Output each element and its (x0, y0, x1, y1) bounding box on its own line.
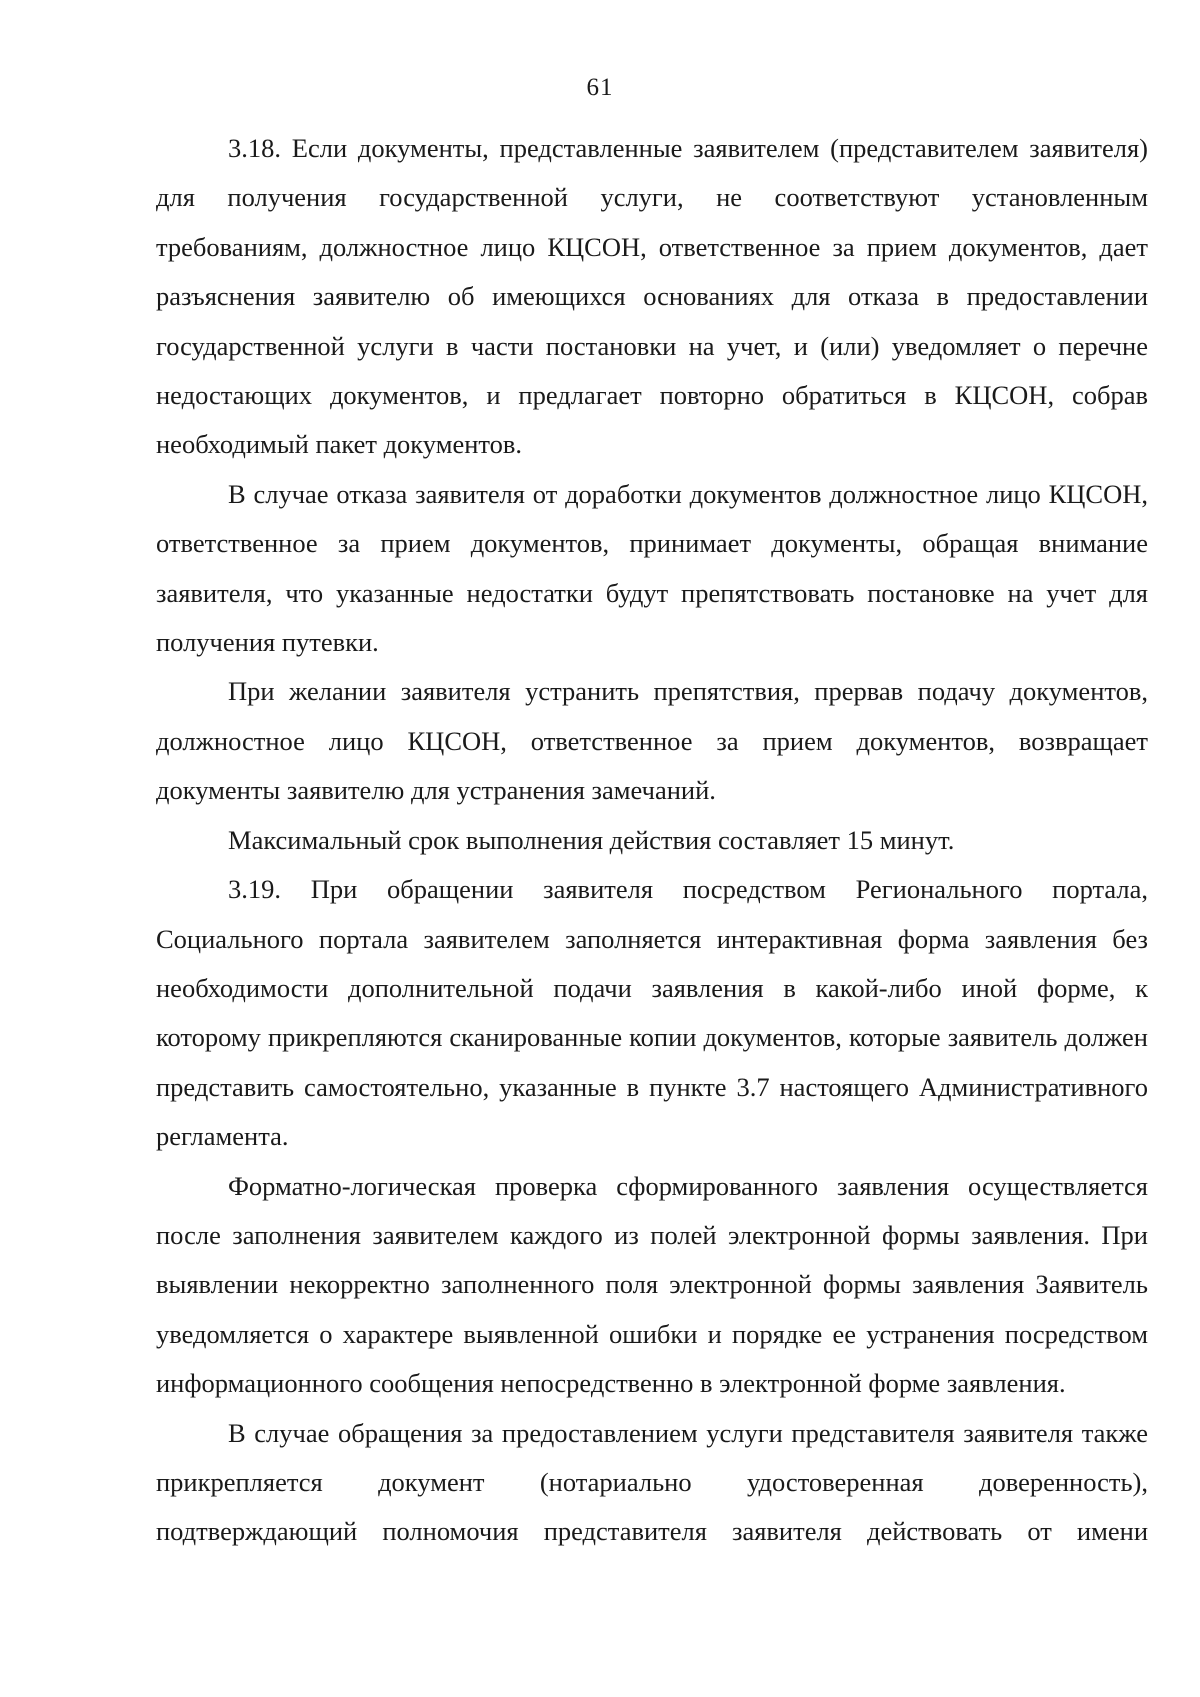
page-number: 61 (586, 74, 614, 101)
paragraph-max-time: Максимальный срок выполнения действия составляет 15 минут. (228, 824, 955, 855)
paragraph-format-check: Форматно-логическая проверка сформированного заявления осуществляется после заполнения заявителем каждого из полей электронной формы заявления. При выявлении некорректно заполненного поля электронной формы заявления Заявитель уведомляется о характере выявленной ошибки и порядке ее устранения посредством информационного сообщения непосредственно в электронной форме заявления. (156, 1170, 1148, 1399)
paragraph-3-18: 3.18. Если документы, представленные заявителем (представителем заявителя) для получения государственной услуги, не соответствуют установленным требованиям, должностное лицо КЦСОН, ответственное за прием документов, дает разъяснения заявителю об имеющихся основаниях для отказа в предоставлении государственной услуги в части постановки на учет, и (или) уведомляет о перечне недостающих документов, и предлагает повторно обратиться в КЦСОН, собрав необходимый пакет документов. (156, 133, 1148, 460)
paragraph-return-documents: При желании заявителя устранить препятствия, прервав подачу документов, должностное лицо КЦСОН, ответственное за прием документов, возвращает документы заявителю для устранения замечаний. (156, 676, 1148, 806)
paragraph-3-19: 3.19. При обращении заявителя посредством Регионального портала, Социального портала заявителем заполняется интерактивная форма заявления без необходимости дополнительной подачи заявления в какой-либо иной форме, к которому прикрепляются сканированные копии документов, которые заявитель должен представить самостоятельно, указанные в пункте 3.7 настоящего Административного регламента. (156, 874, 1148, 1152)
document-body (156, 124, 1148, 1557)
paragraph-representative: В случае обращения за предоставлением услуги представителя заявителя также прикрепляется документ (нотариально удостоверенная доверенность), подтверждающий полномочия представителя заявителя действовать от имени (156, 1417, 1148, 1547)
paragraph-refusal-case: В случае отказа заявителя от доработки документов должностное лицо КЦСОН, ответственное за прием документов, принимает документы, обращая внимание заявителя, что указанные недостатки будут препятствовать постановке на учет для получения путевки. (156, 478, 1148, 658)
